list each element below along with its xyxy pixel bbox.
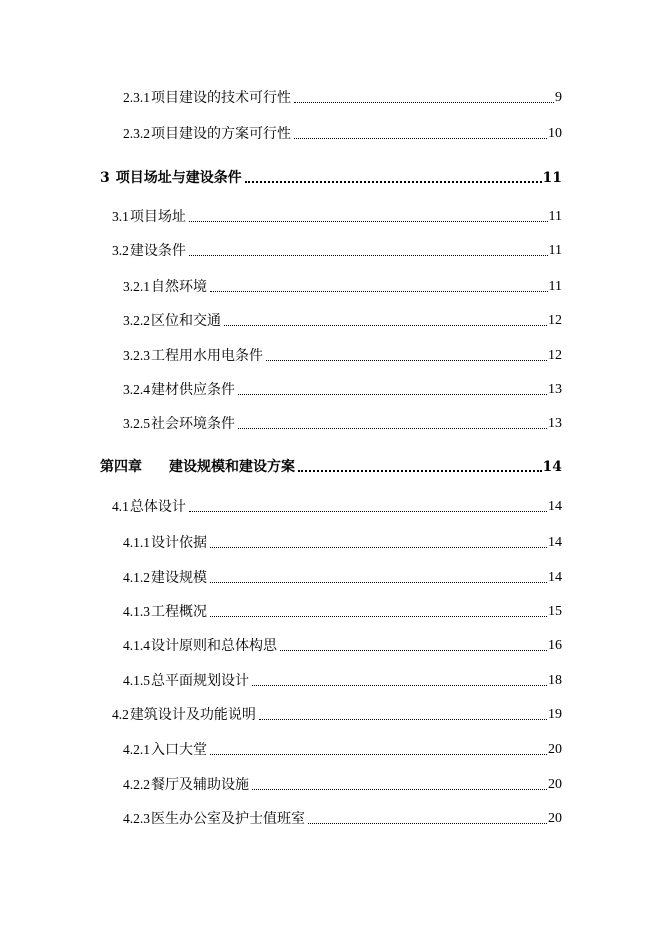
toc-entry-title: 项目场址	[129, 209, 186, 225]
dot-leader	[252, 685, 547, 686]
dot-leader	[245, 181, 542, 183]
toc-entry-number: 3	[100, 170, 110, 186]
toc-entry-page-number: 15	[548, 604, 562, 619]
toc-entry-label	[123, 277, 207, 297]
toc-entry-label	[123, 775, 249, 795]
dot-leader	[224, 325, 547, 326]
toc-entry-label	[123, 671, 249, 691]
dot-leader	[238, 394, 547, 395]
toc-entry-title: 社会环境条件	[151, 416, 235, 432]
toc-entry[interactable]	[0, 634, 662, 656]
toc-entry-page-number: 11	[548, 243, 562, 258]
toc-entry-page-number: 14	[542, 459, 562, 475]
toc-entry[interactable]	[0, 600, 662, 622]
dot-leader	[280, 650, 547, 651]
toc-entry[interactable]	[0, 166, 662, 188]
toc-entry-page-number: 11	[542, 170, 562, 186]
toc-entry-title: 项目建设的技术可行性	[151, 90, 291, 106]
toc-entry[interactable]	[0, 412, 662, 434]
toc-entry-title: 工程用水用电条件	[151, 348, 263, 364]
toc-entry[interactable]	[0, 378, 662, 400]
toc-entry-page-number: 14	[548, 570, 562, 585]
dot-leader	[294, 102, 554, 103]
toc-entry[interactable]	[0, 738, 662, 760]
toc-entry-page-number: 19	[548, 707, 562, 722]
toc-entry-label	[112, 705, 256, 725]
toc-entry-page-number: 14	[548, 535, 562, 550]
toc-entry-number: 3.2	[112, 243, 129, 258]
dot-leader	[294, 138, 547, 139]
toc-entry[interactable]	[0, 773, 662, 795]
toc-entry-page-number: 10	[548, 126, 562, 141]
toc-entry-number: 4.2.2	[123, 777, 150, 792]
toc-entry-title: 项目场址与建设条件	[115, 170, 242, 186]
toc-entry[interactable]	[0, 205, 662, 227]
toc-entry-label	[123, 568, 207, 588]
toc-entry-label	[123, 602, 207, 622]
toc-entry[interactable]	[0, 309, 662, 331]
toc-entry-number: 3.2.5	[123, 416, 150, 431]
toc-entry-title: 建材供应条件	[151, 382, 235, 398]
toc-entry-title: 建设条件	[129, 243, 186, 259]
toc-entry-title: 总平面规划设计	[151, 673, 249, 689]
toc-entry-number: 3.2.1	[123, 279, 150, 294]
toc-entry-title: 工程概况	[151, 604, 207, 620]
toc-entry-label	[123, 346, 263, 366]
toc-entry-number: 3.2.3	[123, 348, 150, 363]
toc-entry-number: 4.1.5	[123, 673, 150, 688]
toc-entry-label	[123, 740, 207, 760]
toc-entry-title: 建设规模和建设方案	[169, 459, 295, 475]
toc-entry-title: 设计依据	[151, 535, 207, 551]
toc-entry-label	[123, 311, 221, 331]
toc-entry-number: 4.1.4	[123, 638, 150, 653]
dot-leader	[189, 511, 547, 512]
toc-entry-number: 3.2.4	[123, 382, 150, 397]
toc-entry-page-number: 20	[548, 811, 562, 826]
toc-entry[interactable]	[0, 566, 662, 588]
toc-entry-number: 4.1.3	[123, 604, 150, 619]
dot-leader	[298, 470, 542, 472]
toc-entry[interactable]	[0, 703, 662, 725]
toc-entry[interactable]	[0, 455, 662, 477]
toc-entry-page-number: 20	[548, 742, 562, 757]
dot-leader	[210, 547, 547, 548]
toc-entry-number: 4.1.1	[123, 535, 150, 550]
toc-entry-label	[123, 88, 291, 108]
toc-entry[interactable]	[0, 495, 662, 517]
dot-leader	[189, 255, 548, 256]
dot-leader	[189, 221, 548, 222]
toc-entry-page-number: 13	[548, 416, 562, 431]
dot-leader	[252, 789, 547, 790]
toc-entry-page-number: 20	[548, 777, 562, 792]
toc-entry-label	[123, 380, 235, 400]
toc-entry[interactable]	[0, 239, 662, 261]
toc-entry-page-number: 11	[548, 279, 562, 294]
toc-entry-title: 设计原则和总体构思	[151, 638, 277, 654]
toc-entry-label	[112, 497, 186, 517]
toc-entry-title: 区位和交通	[151, 313, 221, 329]
toc-entry-number: 4.1	[112, 499, 129, 514]
toc-entry-label	[123, 414, 235, 434]
toc-entry-number: 2.3.1	[123, 90, 150, 105]
toc-entry-label	[112, 241, 186, 261]
toc-entry-title: 餐厅及辅助设施	[151, 777, 249, 793]
toc-entry-number: 4.1.2	[123, 570, 150, 585]
dot-leader	[259, 719, 547, 720]
toc-entry-label	[123, 809, 305, 829]
toc-entry-label	[123, 533, 207, 553]
toc-entry-page-number: 14	[548, 499, 562, 514]
toc-entry[interactable]	[0, 344, 662, 366]
toc-entry-page-number: 11	[548, 209, 562, 224]
toc-entry-title: 建筑设计及功能说明	[129, 707, 256, 723]
toc-entry[interactable]	[0, 669, 662, 691]
toc-entry-page-number: 12	[548, 313, 562, 328]
toc-entry-page-number: 16	[548, 638, 562, 653]
dot-leader	[210, 754, 547, 755]
toc-entry-number: 3.2.2	[123, 313, 150, 328]
toc-entry-number: 4.2	[112, 707, 129, 722]
toc-entry-number: 3.1	[112, 209, 129, 224]
dot-leader	[210, 582, 547, 583]
toc-entry-title: 医生办公室及护士值班室	[151, 811, 305, 827]
toc-entry-page-number: 9	[555, 90, 562, 105]
toc-entry-label	[112, 207, 186, 227]
toc-entry[interactable]	[0, 122, 662, 144]
dot-leader	[308, 823, 547, 824]
toc-entry-title: 总体设计	[129, 499, 186, 515]
toc-entry-title: 建设规模	[151, 570, 207, 586]
toc-entry-label	[123, 636, 277, 656]
toc-entry-title: 自然环境	[151, 279, 207, 295]
dot-leader	[210, 616, 547, 617]
dot-leader	[210, 291, 548, 292]
toc-entry-title: 入口大堂	[151, 742, 207, 758]
toc-entry-number: 4.2.3	[123, 811, 150, 826]
toc-entry-page-number: 12	[548, 348, 562, 363]
toc-entry-number: 第四章	[100, 459, 142, 475]
dot-leader	[238, 428, 547, 429]
toc-entry-page-number: 13	[548, 382, 562, 397]
toc-entry[interactable]	[0, 807, 662, 829]
toc-entry-number: 2.3.2	[123, 126, 150, 141]
toc-entry[interactable]	[0, 86, 662, 108]
toc-entry-label	[123, 124, 291, 144]
toc-entry[interactable]	[0, 531, 662, 553]
dot-leader	[266, 360, 547, 361]
toc-entry-label	[100, 457, 295, 477]
toc-entry-title: 项目建设的方案可行性	[151, 126, 291, 142]
toc-entry-number: 4.2.1	[123, 742, 150, 757]
toc-entry-page-number: 18	[548, 673, 562, 688]
toc-entry[interactable]	[0, 275, 662, 297]
toc-entry-label	[100, 168, 242, 188]
